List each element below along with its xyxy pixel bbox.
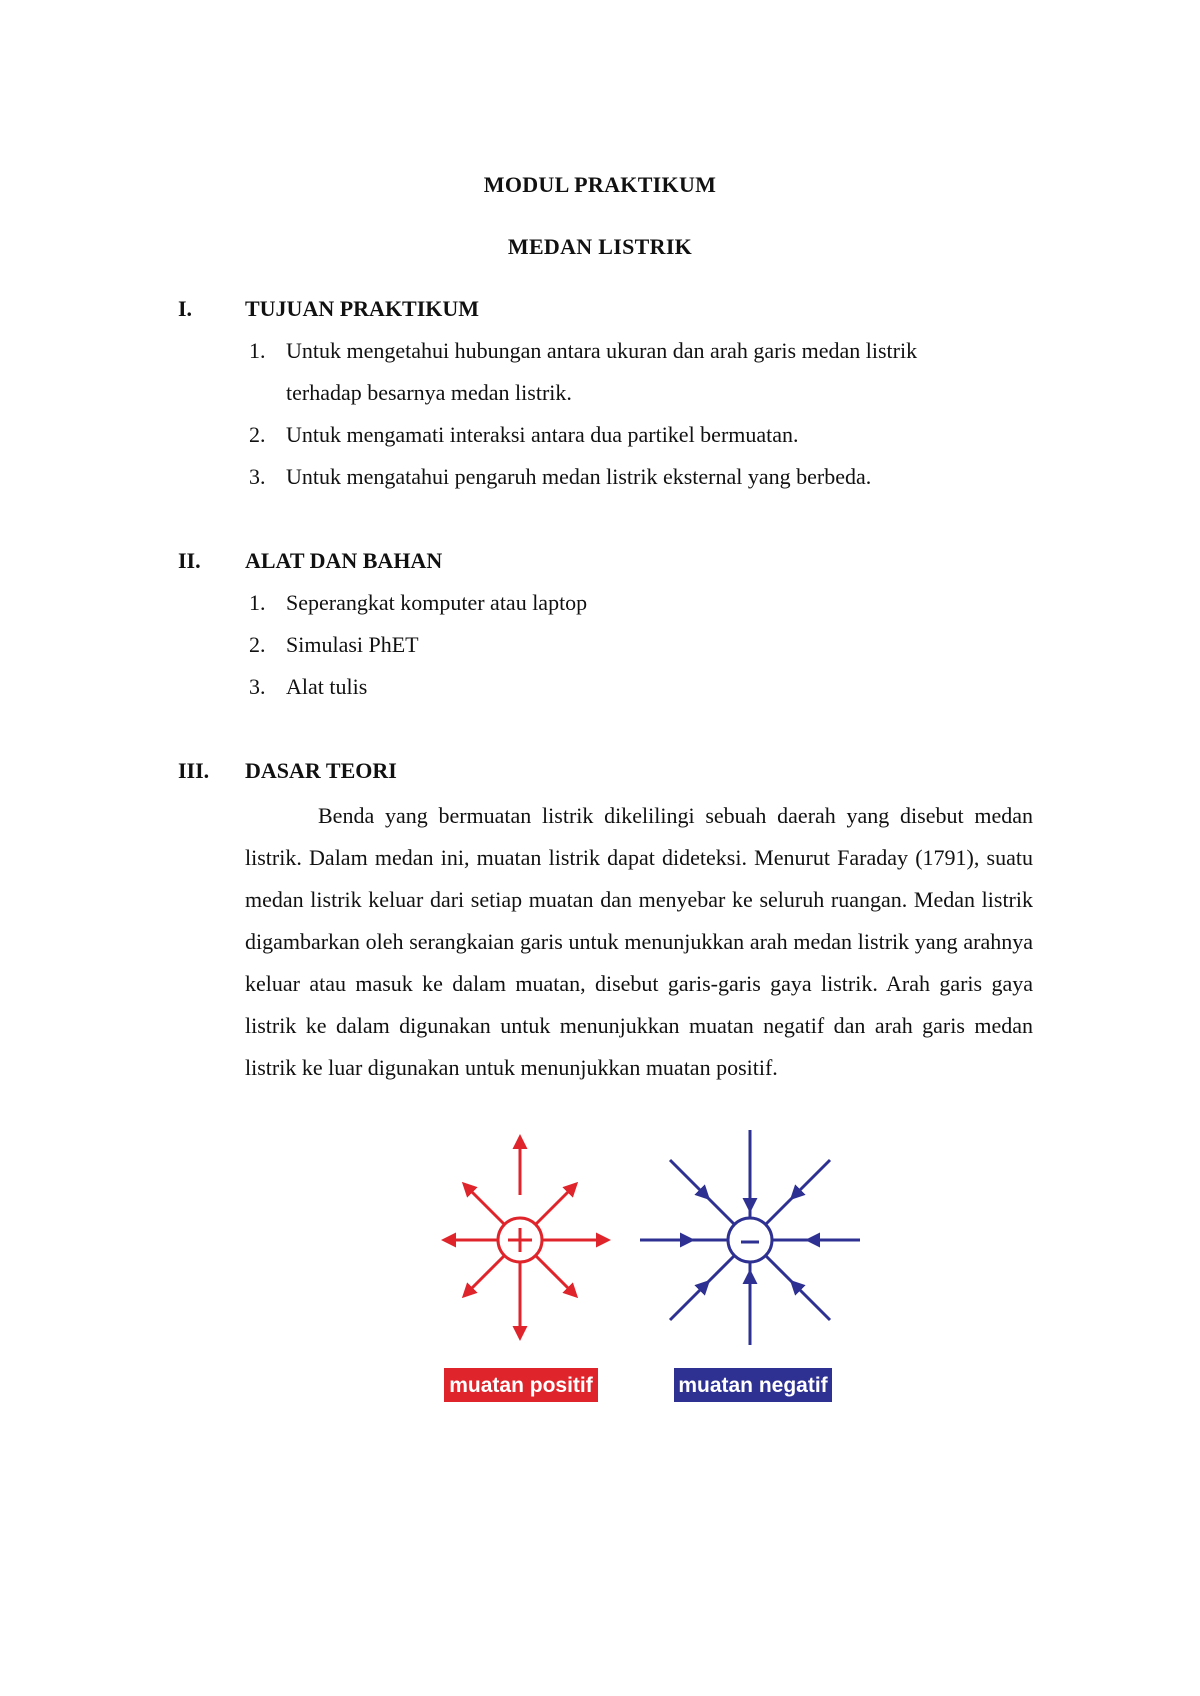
list-number: 3. <box>249 464 266 489</box>
section-heading: DASAR TEORI <box>245 758 397 783</box>
negative-charge-label: muatan negatif <box>678 1374 828 1397</box>
section-heading: TUJUAN PRAKTIKUM <box>245 296 480 321</box>
list-item-text: terhadap besarnya medan listrik. <box>286 380 572 405</box>
list-item-text: Seperangkat komputer atau laptop <box>286 590 588 615</box>
list-item-text: Untuk mengetahui hubungan antara ukuran dan arah garis medan listrik <box>286 338 918 363</box>
list-item-text: Alat tulis <box>286 674 368 699</box>
positive-charge-label: muatan positif <box>449 1374 593 1397</box>
list-item-text: Untuk mengatahui pengaruh medan listrik eksternal yang berbeda. <box>286 464 872 489</box>
module-title: MODUL PRAKTIKUM <box>483 172 717 197</box>
section-heading: ALAT DAN BAHAN <box>245 548 443 573</box>
list-number: 2. <box>249 632 266 657</box>
topic-title: MEDAN LISTRIK <box>507 234 693 259</box>
section-number: II. <box>178 548 201 573</box>
theory-paragraph: Benda yang bermuatan listrik dikelilingi sebuah daerah yang disebut medan listrik. Dalam medan ini, muatan listrik dapat dideteksi. Menurut Faraday (1791), suatu medan listrik keluar dari setiap muatan dan menyebar ke seluruh ruangan. Medan listrik digambarkan oleh serangkaian garis untuk menunjukkan arah medan listrik yang arahnya keluar atau masuk ke dalam muatan, disebut garis-garis gaya listrik. Arah garis gaya listrik ke dalam digunakan untuk menunjukkan muatan negatif dan arah garis medan listrik ke luar digunakan untuk menunjukkan muatan positif. <box>245 803 1033 1080</box>
field-lines-diagram <box>440 1130 920 1430</box>
list-number: 3. <box>249 674 266 699</box>
list-item-text: Untuk mengamati interaksi antara dua partikel bermuatan. <box>286 422 799 447</box>
positive-charge-field <box>444 1137 608 1338</box>
section-number: I. <box>178 296 193 321</box>
list-number: 2. <box>249 422 266 447</box>
section-number: III. <box>178 758 210 783</box>
list-number: 1. <box>249 590 266 615</box>
negative-charge-field <box>640 1130 860 1345</box>
list-item-text: Simulasi PhET <box>286 632 419 657</box>
list-number: 1. <box>249 338 266 363</box>
electric-field-figure <box>440 1130 920 1430</box>
